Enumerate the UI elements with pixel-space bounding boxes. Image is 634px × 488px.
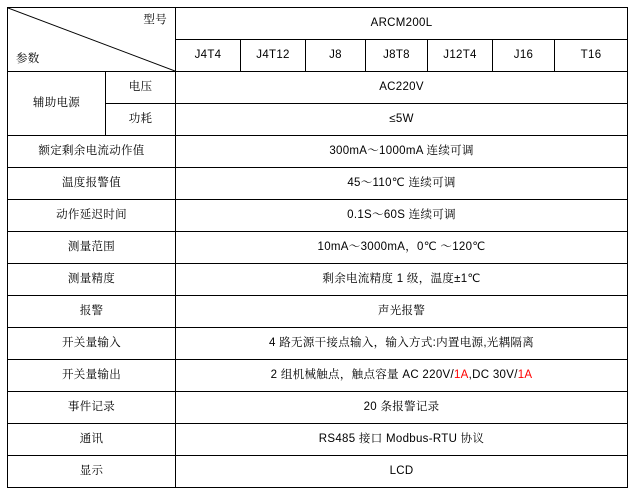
- row-value-measure-accuracy: 剩余电流精度 1 级，温度±1℃: [176, 264, 628, 296]
- row-value-digital-output: [176, 360, 628, 392]
- variant-cell-6: T16: [555, 40, 628, 72]
- row-value-measure-range: 10mA～3000mA，0℃ ～120℃: [176, 232, 628, 264]
- variant-cell-3: J8T8: [366, 40, 428, 72]
- row-label-temp-alarm: 温度报警值: [8, 168, 176, 200]
- table-row-aux-voltage: [8, 72, 628, 104]
- table-row-temp-alarm: [8, 168, 628, 200]
- digital-output-part-1: 1A: [453, 369, 469, 382]
- row-value-event-log: 20 条报警记录: [176, 392, 628, 424]
- row-label-measure-accuracy: 测量精度: [8, 264, 176, 296]
- row-sublabel-consumption: 功耗: [106, 104, 176, 136]
- variant-cell-0: J4T4: [176, 40, 241, 72]
- row-label-communication: 通讯: [8, 424, 176, 456]
- table-row-residual-current: [8, 136, 628, 168]
- table-row-alarm: [8, 296, 628, 328]
- table-row-digital-output: [8, 360, 628, 392]
- row-label-aux-power: 辅助电源: [8, 72, 106, 136]
- row-label-action-delay: 动作延迟时间: [8, 200, 176, 232]
- row-value-residual-current: 300mA～1000mA 连续可调: [176, 136, 628, 168]
- param-header-label: 参数: [16, 52, 40, 65]
- digital-output-part-3: 1A: [517, 369, 533, 382]
- row-value-digital-input: 4 路无源干接点输入，输入方式:内置电源,光耦隔离: [176, 328, 628, 360]
- table-row-communication: [8, 424, 628, 456]
- specification-table: [7, 7, 628, 488]
- variant-cell-5: J16: [493, 40, 555, 72]
- row-value-aux-consumption: ≤5W: [176, 104, 628, 136]
- row-label-display: 显示: [8, 456, 176, 488]
- row-sublabel-voltage: 电压: [106, 72, 176, 104]
- table-row-display: [8, 456, 628, 488]
- row-value-temp-alarm: 45～110℃ 连续可调: [176, 168, 628, 200]
- row-value-display: LCD: [176, 456, 628, 488]
- table-row-header: [8, 8, 628, 40]
- row-value-action-delay: 0.1S～60S 连续可调: [176, 200, 628, 232]
- table-row-action-delay: [8, 200, 628, 232]
- row-label-measure-range: 测量范围: [8, 232, 176, 264]
- variant-cell-4: J12T4: [428, 40, 493, 72]
- row-label-residual-current: 额定剩余电流动作值: [8, 136, 176, 168]
- table-row-measure-accuracy: [8, 264, 628, 296]
- table-row-measure-range: [8, 232, 628, 264]
- row-value-alarm: 声光报警: [176, 296, 628, 328]
- row-label-digital-input: 开关量输入: [8, 328, 176, 360]
- model-header-label: 型号: [143, 14, 167, 26]
- row-label-alarm: 报警: [8, 296, 176, 328]
- row-label-event-log: 事件记录: [8, 392, 176, 424]
- diagonal-header-cell: [8, 8, 176, 72]
- table-row-digital-input: [8, 328, 628, 360]
- table-row-event-log: [8, 392, 628, 424]
- digital-output-part-2: ,DC 30V/: [468, 369, 518, 382]
- row-value-communication: RS485 接口 Modbus-RTU 协议: [176, 424, 628, 456]
- digital-output-part-0: 2 组机械触点，触点容量 AC 220V/: [270, 369, 454, 382]
- row-value-aux-voltage: AC220V: [176, 72, 628, 104]
- variant-cell-1: J4T12: [241, 40, 306, 72]
- model-name-cell: ARCM200L: [176, 8, 628, 40]
- variant-cell-2: J8: [306, 40, 366, 72]
- row-label-digital-output: 开关量输出: [8, 360, 176, 392]
